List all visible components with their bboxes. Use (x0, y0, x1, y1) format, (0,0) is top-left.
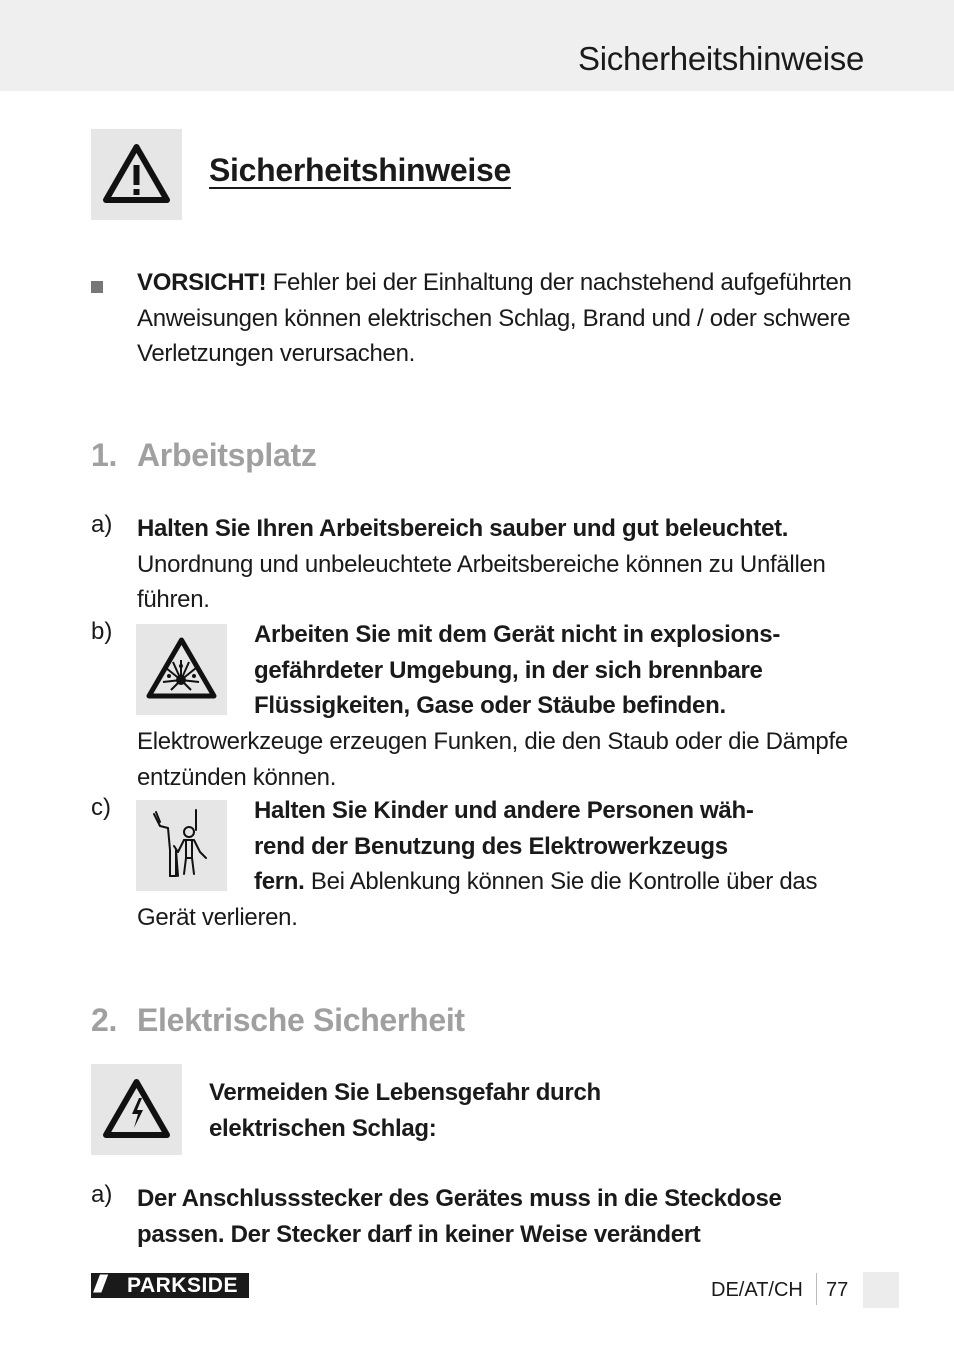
shock-icon-box (91, 1064, 182, 1155)
caution-text-3: Verletzungen verursachen. (137, 340, 416, 367)
shock-warning (209, 1075, 849, 1146)
warning-icon-box (91, 129, 182, 220)
caution-label: VORSICHT! (137, 269, 267, 296)
list-item-bold (254, 617, 884, 724)
list-item-text (137, 724, 877, 795)
item-bold-text: Arbeiten Sie mit dem Gerät nicht in explosions- (254, 621, 781, 648)
caution-text-1: Fehler bei der Einhaltung der nachstehend aufgeführten (272, 269, 852, 296)
caution-text-2: Anweisungen können elektrischen Schlag, Brand und / oder schwere (137, 304, 851, 332)
list-item (137, 511, 877, 618)
section-number: 2. (91, 1002, 118, 1038)
item-bold-text: fern. (254, 868, 305, 895)
explosion-icon-box (136, 624, 227, 715)
footer-tab (863, 1272, 899, 1308)
list-item (137, 1181, 877, 1252)
children-icon-box (136, 800, 227, 891)
item-marker: c) (91, 794, 111, 821)
item-bold-text: Der Anschlussstecker des Gerätes muss in die Steckdose (137, 1185, 782, 1212)
section-title: Elektrische Sicherheit (137, 1002, 465, 1038)
explosion-warning-icon (136, 624, 227, 715)
section-number: 1. (91, 437, 118, 473)
parkside-logo (91, 1273, 249, 1298)
item-text: entzünden können. (137, 763, 337, 791)
item-text: Elektrowerkzeuge erzeugen Funken, die den Staub oder die Dämpfe (137, 728, 848, 755)
item-text: Gerät verlieren. (137, 904, 298, 931)
item-text: führen. (137, 586, 210, 613)
section-heading-electrical-safety (91, 1002, 465, 1039)
item-bold-text: rend der Benutzung des Elektrowerkzeugs (254, 832, 728, 860)
shock-warning-text: Vermeiden Sie Lebensgefahr durch (209, 1079, 601, 1106)
warning-triangle-icon (91, 129, 182, 220)
item-bold-text: Flüssigkeiten, Gase oder Stäube befinden. (254, 692, 726, 719)
page-header (0, 0, 954, 91)
item-bold-text: gefährdeter Umgebung, in der sich brennbare (254, 656, 763, 684)
header-title: Sicherheitshinweise (578, 40, 864, 77)
list-item-text (137, 900, 877, 936)
item-bold-text: Halten Sie Ihren Arbeitsbereich sauber und gut beleuchtet. (137, 515, 789, 542)
section-title: Arbeitsplatz (137, 437, 317, 473)
item-marker: a) (91, 511, 113, 538)
country-code: DE/AT/CH (711, 1279, 803, 1301)
keep-children-away-icon (136, 800, 227, 891)
page-number: 77 (826, 1279, 849, 1301)
caution-paragraph (137, 265, 877, 372)
shock-warning-text: elektrischen Schlag: (209, 1114, 437, 1142)
logo-slashes: /// (94, 1271, 103, 1298)
item-text: Bei Ablenkung können Sie die Kontrolle über das (304, 868, 818, 895)
list-item-bold (254, 793, 884, 900)
electric-shock-icon (91, 1064, 182, 1155)
section-heading-workplace (91, 437, 317, 474)
item-bold-text: passen. Der Stecker darf in keiner Weise verändert (137, 1220, 701, 1248)
item-text: Unordnung und unbeleuchtete Arbeitsbereiche können zu Unfällen (137, 550, 826, 578)
item-bold-text: Halten Sie Kinder und andere Personen wäh- (254, 797, 754, 824)
bullet-square (91, 281, 103, 293)
page-title: Sicherheitshinweise (209, 152, 511, 188)
item-marker: b) (91, 618, 113, 645)
logo-text: PARKSIDE (127, 1274, 238, 1297)
footer-divider (816, 1273, 817, 1305)
item-marker: a) (91, 1181, 113, 1208)
